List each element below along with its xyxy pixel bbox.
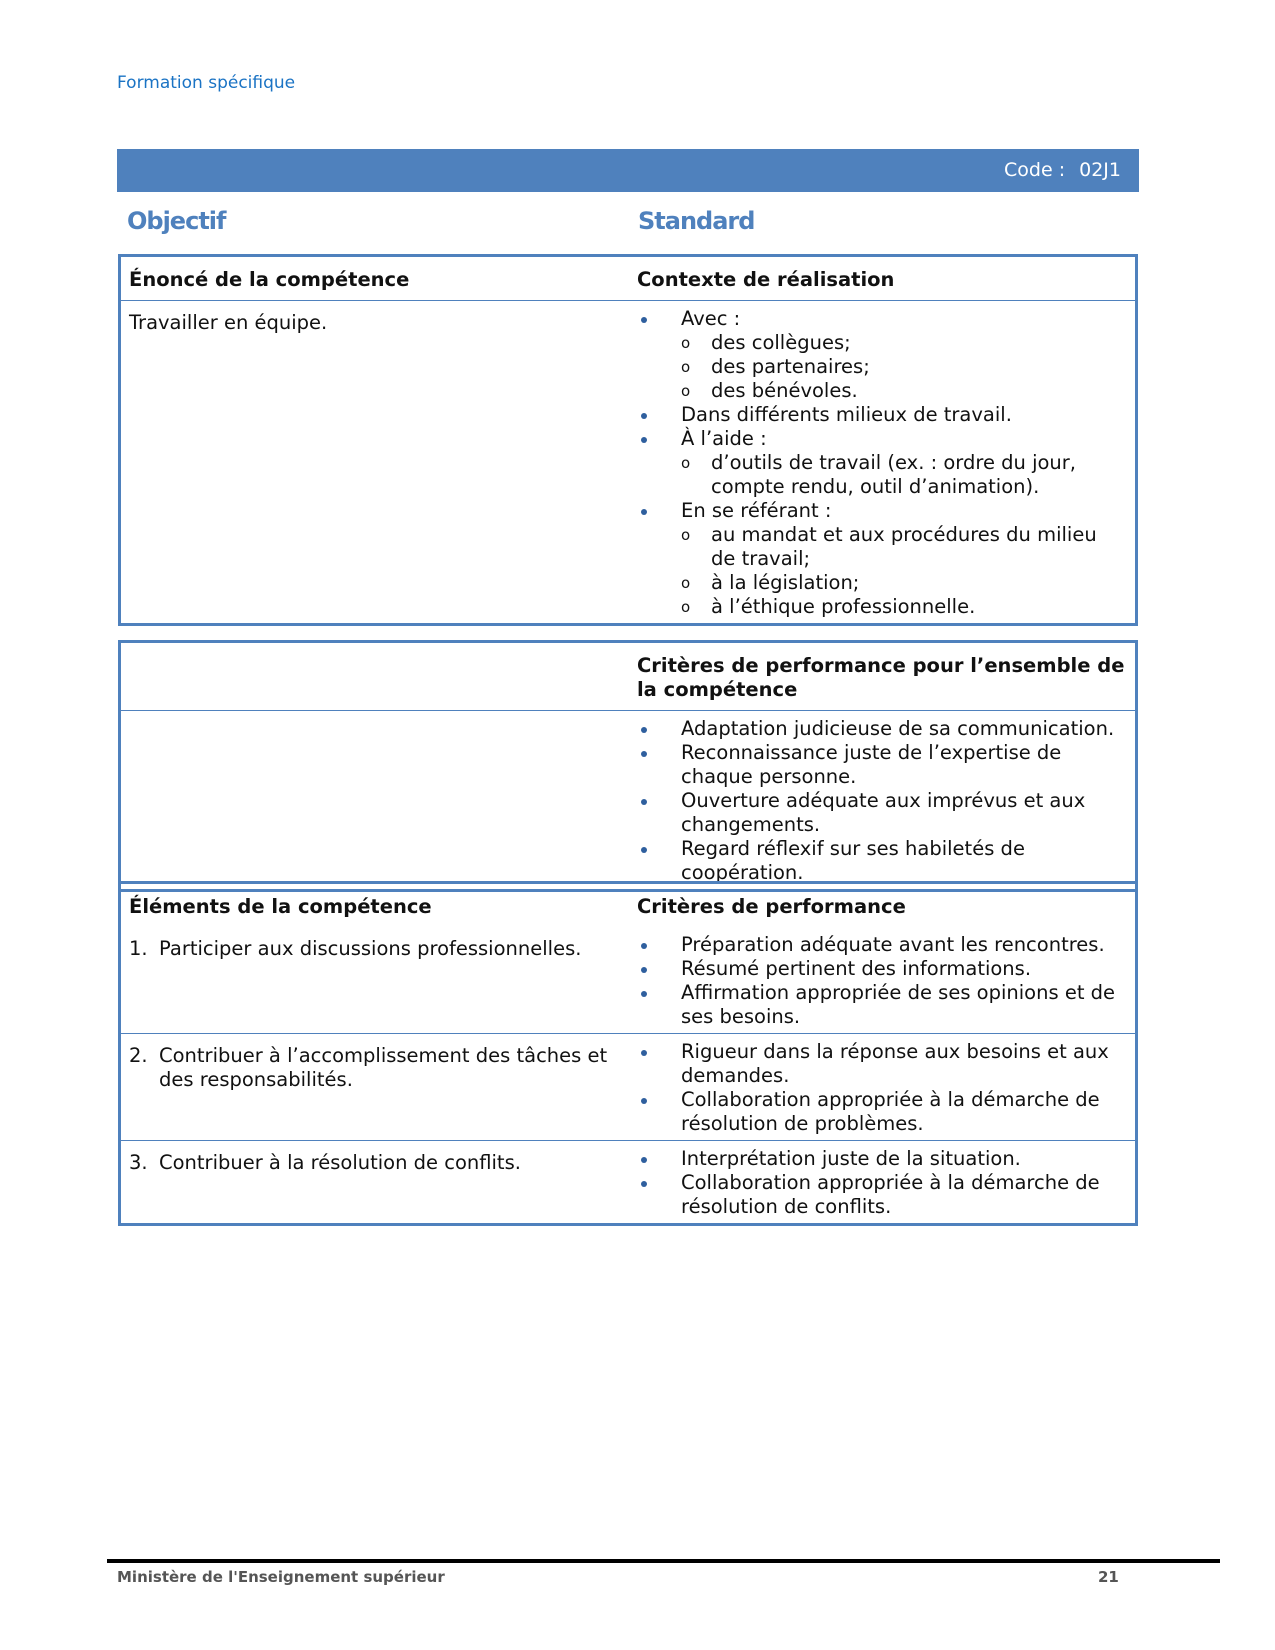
competency-code xyxy=(990,159,1121,181)
standard-heading: Standard xyxy=(638,207,755,235)
context-item: Dans différents milieux de travail. xyxy=(637,403,1127,427)
element-text: Participer aux discussions professionnelles. xyxy=(159,937,582,960)
element-text: Contribuer à la résolution de conflits. xyxy=(159,1151,521,1174)
criterion-item: Affirmation appropriée de ses opinions et de ses besoins. xyxy=(637,981,1127,1029)
context-subitem: o à l’éthique professionnelle. xyxy=(637,595,1127,619)
context-item: Avec : xyxy=(637,307,1127,331)
context-list xyxy=(637,307,1127,619)
context-subitem: o des partenaires; xyxy=(637,355,1127,379)
criterion-item: Adaptation judicieuse de sa communication. xyxy=(637,717,1127,741)
criterion-item: Résumé pertinent des informations. xyxy=(637,957,1127,981)
col-header: Contexte de réalisation xyxy=(637,268,895,291)
criterion-item: Reconnaissance juste de l’expertise de chaque personne. xyxy=(637,741,1127,789)
context-subitem: o au mandat et aux procédures du milieu de travail; xyxy=(637,523,1127,571)
context-subitem: o d’outils de travail (ex. : ordre du jour, compte rendu, outil d’animation). xyxy=(637,451,1127,499)
element-row xyxy=(120,1141,1137,1225)
footer-ministry: Ministère de l'Enseignement supérieur xyxy=(117,1568,445,1586)
criterion-item: Préparation adéquate avant les rencontres. xyxy=(637,933,1127,957)
criteria-list xyxy=(637,717,1127,885)
context-item: À l’aide : xyxy=(637,427,1127,451)
element-number: 1. xyxy=(129,937,148,960)
context-subitem: o à la législation; xyxy=(637,571,1127,595)
overall-criteria-table xyxy=(118,640,1138,892)
col-header: Éléments de la compétence xyxy=(129,895,432,918)
col-header: Critères de performance pour l’ensemble de la compétence xyxy=(637,654,1125,701)
criterion-item: Collaboration appropriée à la démarche de résolution de problèmes. xyxy=(637,1088,1127,1136)
criterion-item: Regard réflexif sur ses habiletés de coopération. xyxy=(637,837,1127,885)
code-label: Code : xyxy=(1004,159,1066,181)
criterion-item: Interprétation juste de la situation. xyxy=(637,1147,1127,1171)
code-banner xyxy=(117,149,1139,192)
element-row xyxy=(120,1034,1137,1141)
element-number: 2. xyxy=(129,1044,148,1067)
context-subitem: o des collègues; xyxy=(637,331,1127,355)
page-number: 21 xyxy=(1098,1568,1119,1586)
col-header: Énoncé de la compétence xyxy=(129,268,410,291)
elements-table xyxy=(118,881,1138,1226)
context-subitem: o des bénévoles. xyxy=(637,379,1127,403)
element-text: Contribuer à l’accomplissement des tâches et des responsabilités. xyxy=(159,1044,608,1091)
footer-rule xyxy=(107,1559,1220,1563)
competency-statement-table xyxy=(118,254,1138,626)
code-value: 02J1 xyxy=(1079,159,1121,181)
competency-statement: Travailler en équipe. xyxy=(120,301,630,625)
col-header: Critères de performance xyxy=(637,895,906,918)
element-number: 3. xyxy=(129,1151,148,1174)
objectif-heading: Objectif xyxy=(127,207,226,235)
element-row xyxy=(120,927,1137,1034)
criterion-item: Rigueur dans la réponse aux besoins et aux demandes. xyxy=(637,1040,1127,1088)
running-header: Formation spécifique xyxy=(117,73,296,93)
criterion-item: Collaboration appropriée à la démarche de résolution de conflits. xyxy=(637,1171,1127,1219)
context-item: En se référant : xyxy=(637,499,1127,523)
criterion-item: Ouverture adéquate aux imprévus et aux changements. xyxy=(637,789,1127,837)
